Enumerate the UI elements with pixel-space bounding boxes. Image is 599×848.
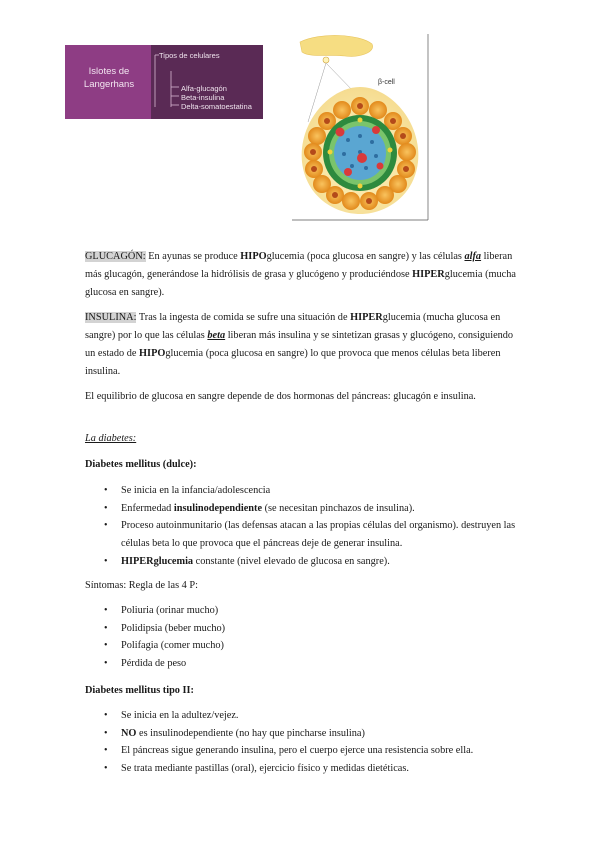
bullet: • [104,727,108,739]
glucagon-alfa: alfa [464,251,482,262]
bullet: • [104,555,108,567]
glucagon-paragraph [85,248,525,302]
list-item [85,655,525,673]
list-item [85,742,525,760]
list-item-text: Poliuria (orinar mucho) [121,605,219,616]
list-item-text: Proceso autoinmunitario (las defensas atacan a las propias células del organismo). destruyen las células beta lo que provoca que el páncreas deje de generar insulina. [121,520,516,550]
list-item [85,517,525,552]
glucagon-text-3: liberan más glucagón, generándose la hidrólisis de grasa y glucógeno y produciéndose [85,251,513,280]
list-item-text: Se inicia en la adultez/vejez. [121,710,239,721]
bullet: • [104,622,108,634]
list-item-text: El páncreas sigue generando insulina, pero el cuerpo ejerce una resistencia sobre ella. [121,745,474,757]
cell-types-list [181,84,263,111]
insulina-term: INSULINA: [85,312,137,323]
insulina-text-4: glucemia (poca glucosa en sangre) lo que provoca que menos células beta liberen insulina. [85,348,501,377]
glucagon-hiper: HIPER [412,269,445,280]
glucagon-text-4: glucemia (mucha glucosa en sangre). [85,269,516,298]
glucagon-hipo: HIPO [240,251,267,262]
list-item [85,760,525,778]
list-item-bold: NO [121,727,137,739]
bullet: • [104,658,108,670]
list-item-text: (se necesitan pinchazos de insulina). [262,502,415,514]
list-item [85,637,525,655]
islets-title: Islotes de Langerhans [83,66,135,90]
list-item [85,725,525,743]
glucagon-term: GLUCAGÓN: [85,251,146,262]
cell-type-beta: Beta-insulina [181,93,225,102]
glucagon-text-1: En ayunas se produce [145,251,241,262]
sintomas-heading: Síntomas: Regla de las 4 P: [85,580,198,591]
list-item-text: Polidipsia (beber mucho) [121,622,226,634]
diabetes-heading: La diabetes: [85,433,137,444]
type2-heading: Diabetes mellitus tipo II: [85,685,194,696]
list-item-bold: HIPERglucemia [121,555,194,567]
cell-type-alpha: Alfa-glucagón [181,84,227,93]
list-item-text: Pérdida de peso [121,658,187,670]
list-item [85,482,525,500]
islet-cell-types-box [65,45,263,119]
list-item [85,602,525,620]
list-item-text: Enfermedad [121,502,174,514]
bullet: • [104,502,108,514]
list-item [85,500,525,518]
bullet: • [104,520,108,532]
list-item-text: Se trata mediante pastillas (oral), ejercicio físico y medidas dietéticas. [121,763,409,775]
list-item-text: es insulinodependiente (no hay que pincharse insulina) [136,727,365,739]
islet-illustration [290,32,430,222]
type1-list [85,482,525,571]
list-item-text: Se inicia en la infancia/adolescencia [121,485,271,496]
bullet: • [104,605,108,616]
list-item-text: Polifagia (comer mucho) [121,640,224,652]
list-item [85,620,525,638]
insulina-paragraph [85,309,525,381]
glucagon-text-2: glucemia (poca glucosa en sangre) y las células [266,251,465,262]
sintomas-list [85,602,525,673]
bullet: • [104,640,108,652]
bullet: • [104,763,108,775]
equilibrio-paragraph: El equilibrio de glucosa en sangre depende de dos hormonas del páncreas: glucagón e insulina. [85,391,476,402]
beta-cell-label: β-cell [378,79,395,86]
list-item [85,553,525,571]
bullet: • [104,710,108,721]
type2-list [85,707,525,778]
list-item-text: constante (nivel elevado de glucosa en sangre). [193,555,390,567]
insulina-text-3: liberan más insulina y se sintetizan grasas y glucógeno, consiguiendo un estado de [85,330,514,359]
cell-types-heading: Tipos de celulares [159,51,220,60]
insulina-beta: beta [207,330,226,341]
insulina-hipo: HIPO [139,348,166,359]
insulina-text-1: Tras la ingesta de comida se sufre una situación de [136,312,351,323]
list-item [85,707,525,725]
bullet: • [104,745,108,757]
insulina-text-2: glucemia (mucha glucosa en sangre) por lo que las células [85,312,501,341]
bullet: • [104,485,108,496]
type1-heading: Diabetes mellitus (dulce): [85,459,197,470]
list-item-bold: insulinodependiente [173,502,263,514]
insulina-hiper: HIPER [350,312,383,323]
cell-type-delta: Delta-somatoestatina [181,102,252,111]
